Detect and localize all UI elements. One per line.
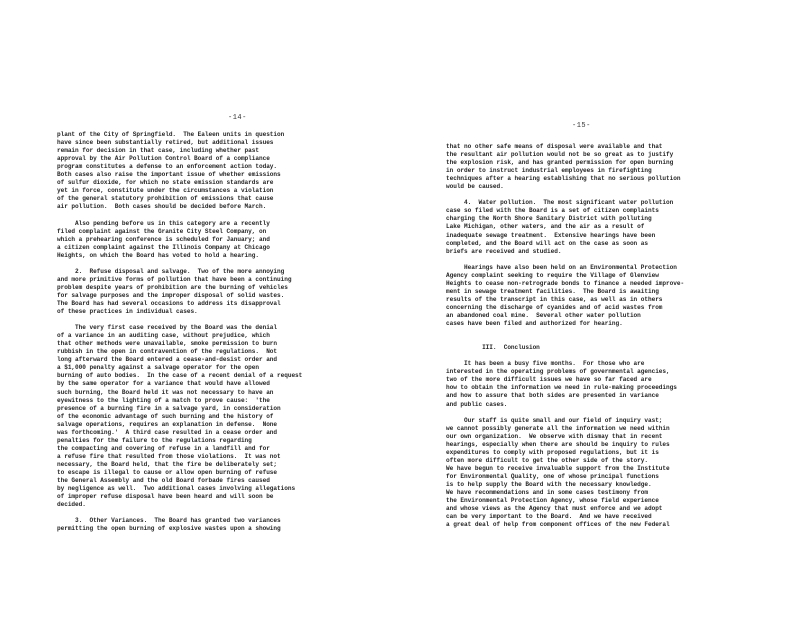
text-line: III. Conclusion	[446, 344, 540, 352]
text-line: rubbish in the open in contravention of the regulations. Not	[57, 348, 278, 356]
text-line: inadequate sewage treatment. Extensive hearings have been	[446, 231, 656, 239]
text-line: often more difficult to get the other side of the story.	[446, 456, 648, 464]
text-line: which a prehearing conference is scheduled for January; and	[57, 235, 270, 243]
text-line	[57, 509, 377, 517]
text-line: filed complaint against the Granite City Steel Company, on	[57, 227, 267, 235]
text-line: case so filed with the Board is a set of citizen complaints	[446, 207, 659, 215]
text-line: of a variance in an auditing case, without prejudice, which	[57, 332, 270, 340]
right-page	[400, 0, 800, 618]
text-line: that no other safe means of disposal were available and that	[446, 143, 663, 150]
text-line: by negligence as well. Two additional cases involving allegations	[57, 485, 296, 493]
text-line: a $1,000 penalty against a salvage operator for the open	[57, 364, 259, 372]
text-line: Lake Michigan, other waters, and the air as a result of	[446, 223, 645, 231]
text-line: concerning the discharge of cyanides and of acid wastes from	[446, 303, 663, 311]
text-line: interested in the operating problems of governmental agencies,	[446, 368, 670, 376]
text-line: two of the more difficult issues we have so far faced are	[446, 376, 652, 384]
text-line: The very first case received by the Board was the denial	[57, 324, 278, 332]
text-line: problem despite years of prohibition are the burning of vehicles	[57, 283, 288, 291]
text-line: such burning, the Board held it was not necessary to have an	[57, 388, 274, 396]
text-line: Agency complaint seeking to require the Village of Glenview	[446, 271, 659, 279]
text-line: 4. Water pollution. The most significant water pollution	[446, 199, 674, 207]
text-line: penalties for the failure to the regulations regarding	[57, 436, 252, 444]
text-line: of the economic advantage of such burning and the history of	[57, 412, 274, 420]
text-line: to escape is illegal to cause or allow open burning of refuse	[57, 468, 278, 476]
text-line: Our staff is quite small and our field of inquiry vast;	[446, 416, 663, 424]
text-line: program constitutes a defense to an enforcement action today.	[57, 163, 278, 171]
text-line: a citizen complaint against the Illinois Company at Chicago	[57, 243, 270, 251]
text-line: of the general statutory prohibition of emissions that cause	[57, 195, 274, 203]
text-line	[57, 211, 377, 219]
text-line: how to obtain the information we need in rule-making proceedings	[446, 384, 677, 392]
text-line: decided.	[57, 501, 86, 509]
text-line: 3. Other Variances. The Board has granted two variances	[57, 517, 281, 525]
text-line: presence of a burning fire in a salvage yard, in consideration	[57, 404, 281, 412]
text-line: It has been a busy five months. For those who are	[446, 360, 645, 368]
text-line: Heights, on which the Board has voted to hold a hearing.	[57, 251, 259, 259]
text-line	[57, 260, 377, 268]
text-line: the explosion risk, and has granted permission for open burning	[446, 159, 674, 167]
left-page-text-column	[57, 131, 377, 533]
page-number: -15-	[572, 122, 591, 130]
text-line: permitting the open burning of explosive wastes upon a showing	[57, 525, 281, 533]
text-line: for salvage purposes and the improper disposal of solid wastes.	[57, 291, 285, 299]
text-line	[446, 336, 762, 344]
text-line: by the same operator for a variance that would have allowed	[57, 380, 270, 388]
text-line: plant of the City of Springfield. The Ealeen units in question	[57, 131, 285, 138]
text-line: for Environmental Quality, one of whose principal functions	[446, 472, 659, 480]
text-line: have since been substantially retired, but additional issues	[57, 139, 274, 147]
text-line: the General Assembly and the old Board forbade fires caused	[57, 477, 270, 485]
text-line: Both cases also raise the important issue of whether emissions	[57, 171, 281, 179]
text-line: We have begun to receive invaluable support from the Institute	[446, 464, 670, 472]
text-line: We have recommendations and in some cases testimony from	[446, 489, 648, 497]
text-line: ment in sewage treatment facilities. The Board is awaiting	[446, 287, 659, 295]
text-line: we cannot possibly generate all the information we need within	[446, 424, 670, 432]
text-line	[446, 409, 762, 417]
text-line: and public cases.	[446, 400, 508, 408]
text-line: yet in force, constitute under the circumstances a violation	[57, 187, 274, 195]
text-line: was forthcoming.' A third case resulted in a cease order and	[57, 428, 278, 436]
text-line: necessary, the Board held, that the fire be deliberately set;	[57, 460, 278, 468]
text-line	[446, 191, 762, 199]
text-line: the Environmental Protection Agency, whose field experience	[446, 497, 659, 505]
text-line: air pollution. Both cases should be decided before March.	[57, 203, 267, 211]
page-number: -14-	[228, 114, 247, 122]
text-line: burning of auto bodies. In the case of a recent denial of a request	[57, 372, 303, 380]
text-line: that other methods were unavailable, smoke permission to burn	[57, 340, 278, 348]
text-line: approval by the Air Pollution Control Board of a compliance	[57, 155, 270, 163]
text-line	[446, 352, 762, 360]
text-line: techniques after a hearing establishing that no serious pollution	[446, 175, 681, 183]
text-line: long afterward the Board entered a cease-and-desist order and	[57, 356, 278, 364]
text-line: and whose views as the Agency that must enforce and we adopt	[446, 505, 663, 513]
text-line: a great deal of help from component offices of the new Federal	[446, 521, 670, 529]
text-line: an abandoned coal mine. Several other water pollution	[446, 311, 641, 319]
right-page-text-column	[446, 143, 762, 529]
text-line: of improper refuse disposal have been heard and will soon be	[57, 493, 274, 501]
text-line: 2. Refuse disposal and salvage. Two of the more annoying	[57, 267, 285, 275]
text-line: expenditures to comply with proposed regulations, but it is	[446, 448, 659, 456]
text-line: cases have been filed and authorized for hearing.	[446, 320, 623, 328]
text-line: and more primitive forms of pollution that have been a continuing	[57, 275, 292, 283]
text-line: briefs are received and studied.	[446, 247, 562, 255]
text-line	[446, 256, 762, 264]
text-line: completed, and the Board will act on the case as soon as	[446, 239, 648, 247]
text-line: the compacting and covering of refuse in a landfill and for	[57, 444, 270, 452]
text-line: in order to instruct industrial employees in firefighting	[446, 167, 652, 175]
text-line: and how to assure that both sides are presented in variance	[446, 392, 659, 400]
text-line: charging the North Shore Sanitary District with polluting	[446, 215, 652, 223]
text-line	[57, 316, 377, 324]
text-line: The Board has had several occasions to address its disapproval	[57, 299, 281, 307]
text-line: Hearings have also been held on an Environmental Protection	[446, 263, 677, 271]
text-line: our own organization. We observe with dismay that in recent	[446, 432, 663, 440]
text-line: salvage operations, requires an explanation in defense. None	[57, 420, 278, 428]
text-line	[446, 328, 762, 336]
text-line: remain for decision in that case, including whether past	[57, 147, 259, 155]
text-line: would be caused.	[446, 183, 504, 191]
text-line: Also pending before us in this category are a recently	[57, 219, 270, 227]
text-line: of these practices in individual cases.	[57, 308, 198, 316]
text-line: of sulfur dioxide, for which no state emission standards are	[57, 179, 274, 187]
text-line: Heights to cease non-retrograde bonds to finance a needed improve-	[446, 279, 685, 287]
text-line: eyewitness to the lighting of a match to prove cause: 'the	[57, 396, 270, 404]
text-line: the resultant air pollution would not be so great as to justify	[446, 151, 674, 159]
text-line: a refuse fire that resulted from those violations. It was not	[57, 452, 281, 460]
text-line: results of the transcript in this case, as well as in others	[446, 295, 663, 303]
text-line: can be very important to the Board. And we have received	[446, 513, 652, 521]
text-line: hearings, especially when there are should be inquiry to rules	[446, 440, 670, 448]
text-line: is to help supply the Board with the necessary knowledge.	[446, 480, 652, 488]
